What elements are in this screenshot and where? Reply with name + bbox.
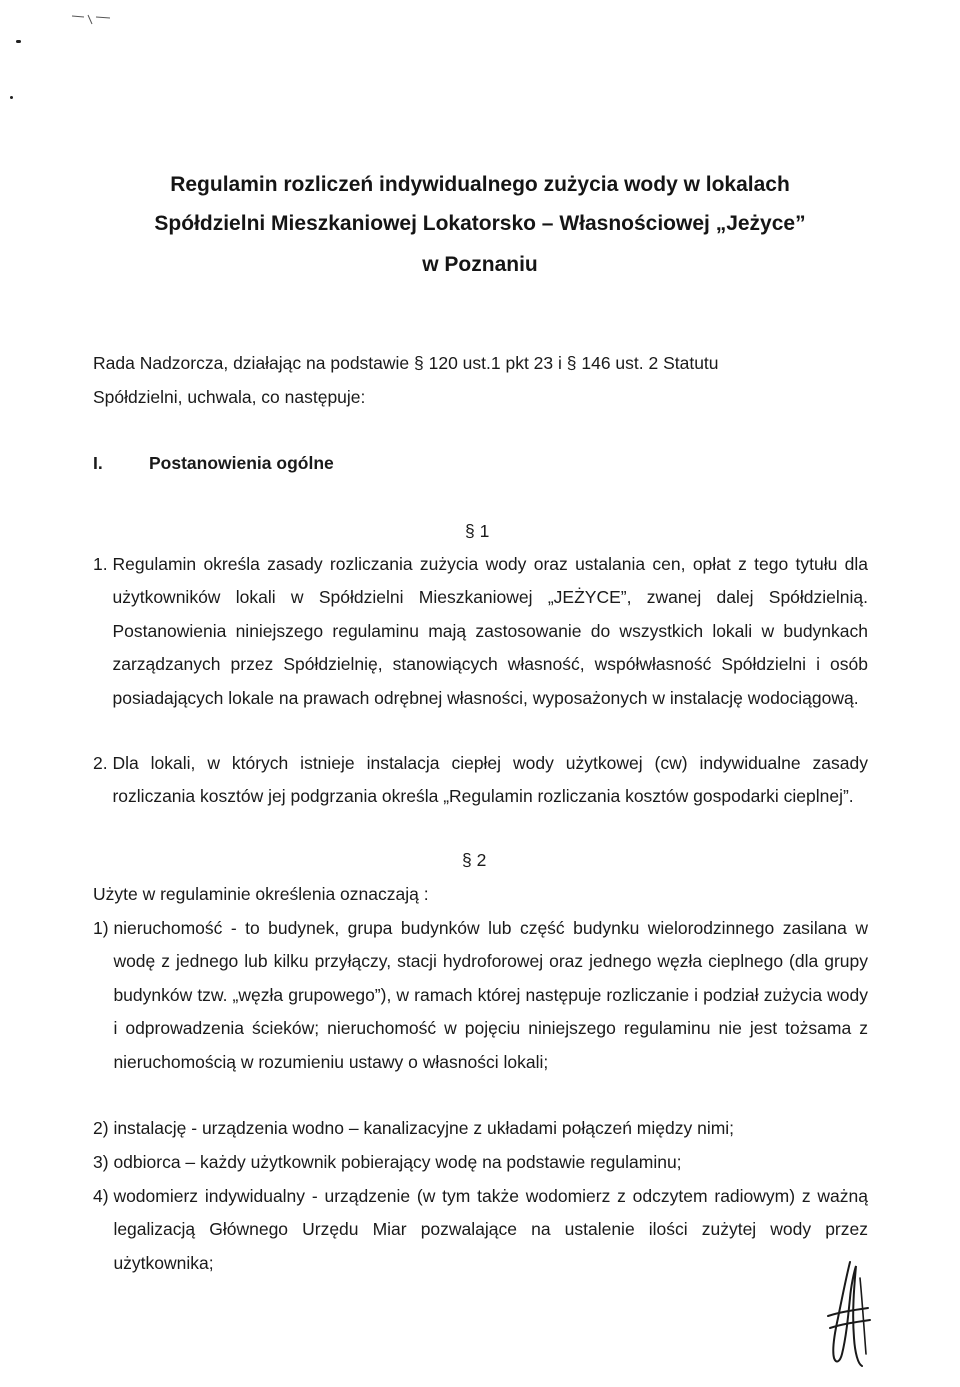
document-title-line-1: Regulamin rozliczeń indywidualnego zużycia wody w lokalach <box>170 173 790 196</box>
scan-artifact-speck <box>16 40 21 43</box>
item-label: 3) <box>93 1152 109 1172</box>
section-number: I. <box>93 453 103 473</box>
item-label: 2) <box>93 1118 109 1138</box>
paragraph-sign-2: § 2 <box>462 850 487 870</box>
item-text: nieruchomość - to budynek, grupa budynków lub część budynku wielorodzinnego zasilana w wodę z jednego lub kilku przyłączy, stacji hydroforowej oraz jednego węzła cieplnego (dla grupy budynków tzw. „węzła grupowego”), w ramach której następuje rozliczanie i podział zużycia wody i odprowadzenia ścieków; nieruchomość w pojęciu niniejszego regulaminu nie jest tożsama z nieruchomością w rozumieniu ustawy o własności lokali; <box>113 918 868 1072</box>
definition-item-1 <box>93 912 868 1079</box>
item-label: 1. <box>93 554 108 574</box>
document-title-line-3: w Poznaniu <box>422 253 538 276</box>
paragraph-sign-1: § 1 <box>465 521 490 541</box>
intro-line-2: Spółdzielni, uchwala, co następuje: <box>93 387 366 407</box>
document-title-line-2: Spółdzielni Mieszkaniowej Lokatorsko – Własnościowej „Jeżyce” <box>154 212 806 235</box>
item-text: Regulamin określa zasady rozliczania zużycia wody oraz ustalania cen, opłat z tego tytułu dla użytkowników lokali w Spółdzielni Mieszkaniowej „JEŻYCE”, zwanej dalej Spółdzielnią. Postanowienia niniejszego regulaminu mają zastosowanie do wszystkich lokali w budynkach zarządzanych przez Spółdzielnię, stanowiących własność, współwłasność Spółdzielni i osób posiadających lokale na prawach odrębnej własności, wyposażonych w instalację wodociągową. <box>112 554 868 708</box>
intro-line-1: Rada Nadzorcza, działając na podstawie § 120 ust.1 pkt 23 i § 146 ust. 2 Statutu <box>93 353 719 373</box>
handwritten-initials-signature <box>820 1258 880 1370</box>
item-text: instalację - urządzenia wodno – kanalizacyjne z układami połączeń między nimi; <box>113 1118 735 1138</box>
scan-artifact-mark <box>70 12 130 28</box>
scan-artifact-speck <box>10 96 13 99</box>
section-heading <box>93 455 334 473</box>
item-text: Dla lokali, w których istnieje instalacja ciepłej wody użytkowej (cw) indywidualne zasady rozliczania kosztów jej podgrzania określa „Regulamin rozliczania kosztów gospodarki cieplnej”. <box>112 753 868 807</box>
item-label: 1) <box>93 918 109 938</box>
definition-item-4 <box>93 1180 868 1280</box>
definitions-intro: Użyte w regulaminie określenia oznaczają : <box>93 884 429 904</box>
item-label: 2. <box>93 753 108 773</box>
section-title: Postanowienia ogólne <box>149 453 334 473</box>
item-text: wodomierz indywidualny - urządzenie (w tym także wodomierz z odczytem radiowym) z ważną legalizacją Głównego Urzędu Miar pozwalające na ustalenie ilości zużytej wody przez użytkownika; <box>113 1186 868 1273</box>
item-label: 4) <box>93 1186 109 1206</box>
paragraph-1-item-2 <box>93 747 868 814</box>
item-text: odbiorca – każdy użytkownik pobierający wodę na podstawie regulaminu; <box>113 1152 682 1172</box>
definition-item-2 <box>93 1112 868 1145</box>
definition-item-3 <box>93 1146 868 1179</box>
paragraph-1-item-1 <box>93 548 868 715</box>
